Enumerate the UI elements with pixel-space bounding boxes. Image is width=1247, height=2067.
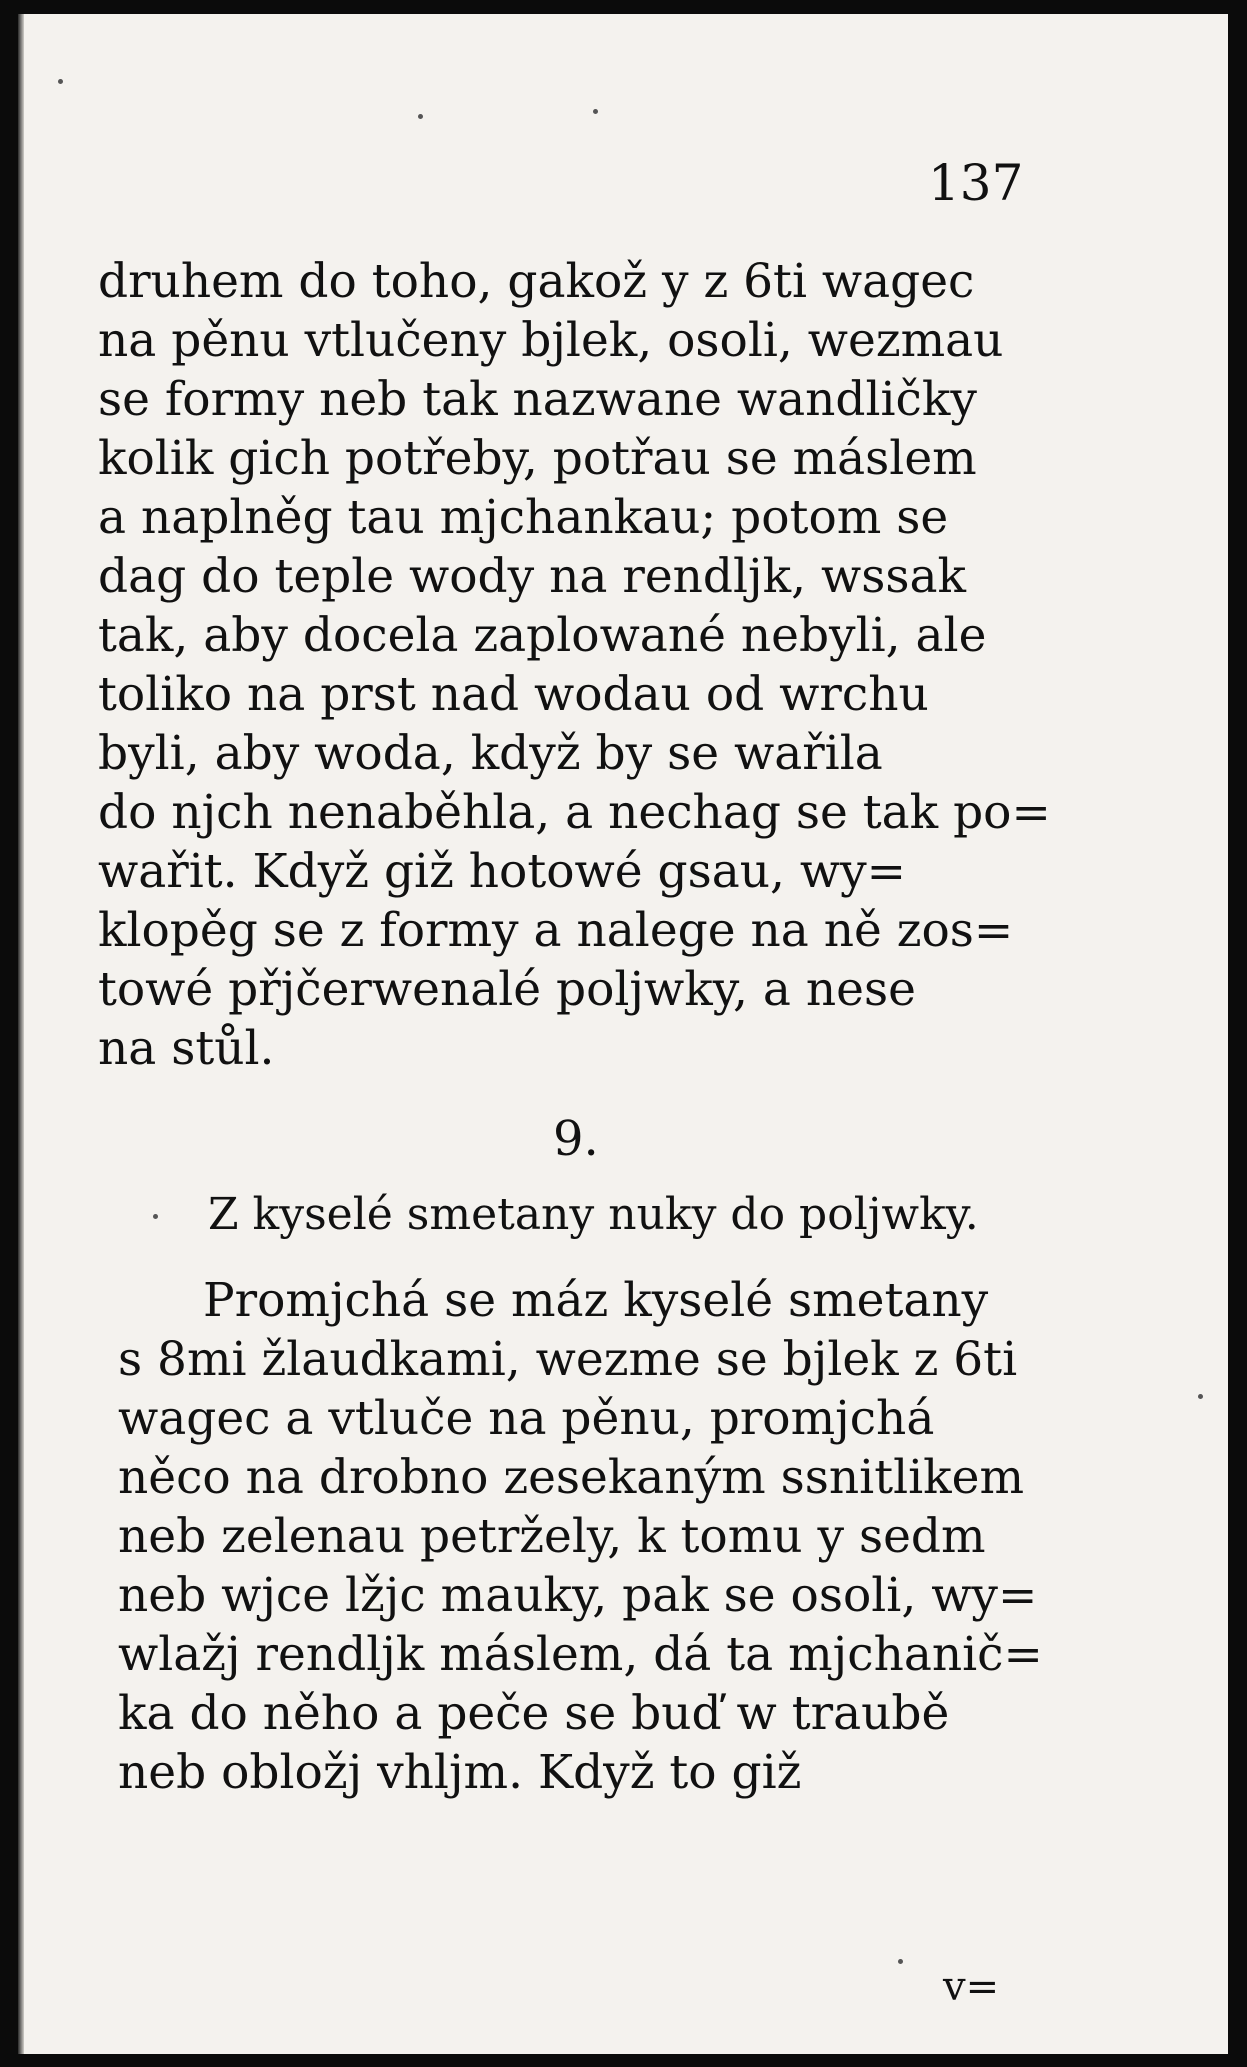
text-line: na pěnu vtlučeny bjlek, osoli, wezmau [98,313,1004,368]
scan-speck [153,1214,158,1219]
text-line: neb obložj vhljm. Když to giž [118,1745,802,1800]
text-line: dag do teple wody na rendljk, wssak [98,549,966,604]
text-line: ka do něho a peče se buď w traubě [118,1686,950,1741]
page-binding-edge [18,14,24,2054]
section-number: 9. [553,1111,599,1167]
text-line: na stůl. [98,1021,275,1076]
recipe-title: Z kyselé smetany nuky do poljwky. [208,1189,979,1240]
text-line: neb zelenau petržely, k tomu y sedm [118,1509,986,1564]
scan-speck [898,1959,903,1964]
text-line: kolik gich potřeby, potřau se máslem [98,431,977,486]
scan-speck [1198,1394,1203,1399]
scan-speck [58,79,63,84]
text-line: towé přjčerwenalé poljwky, a nese [98,962,916,1017]
text-line: klopěg se z formy a nalege na ně zos= [98,903,1014,958]
text-line: wařit. Když giž hotowé gsau, wy= [98,844,907,899]
text-line: wagec a vtluče na pěnu, promjchá [118,1391,935,1446]
text-line: tak, aby docela zaplowané nebyli, ale [98,608,987,663]
text-line: druhem do toho, gakož y z 6ti wagec [98,254,975,309]
recipe-paragraph [118,1271,1043,1802]
text-line: do njch nenaběhla, a nechag se tak po= [98,785,1051,840]
text-line: s 8mi žlaudkami, wezme se bjlek z 6ti [118,1332,1018,1387]
text-line: wlažj rendljk máslem, dá ta mjchanič= [118,1627,1043,1682]
text-line: toliko na prst nad wodau od wrchu [98,667,929,722]
paragraph-continued [98,252,1051,1078]
text-line: se formy neb tak nazwane wandličky [98,372,977,427]
scan-speck [418,114,423,119]
text-line: neb wjce lžjc mauky, pak se osoli, wy= [118,1568,1038,1623]
book-page [18,14,1228,2054]
text-line: Promjchá se máz kyselé smetany [203,1273,989,1328]
text-line: byli, aby woda, když by se wařila [98,726,883,781]
scan-speck [593,109,598,114]
text-line: a naplněg tau mjchankau; potom se [98,490,949,545]
page-number: 137 [928,154,1024,212]
catchword: v= [943,1964,1000,2010]
text-line: něco na drobno zesekaným ssnitlikem [118,1450,1025,1505]
